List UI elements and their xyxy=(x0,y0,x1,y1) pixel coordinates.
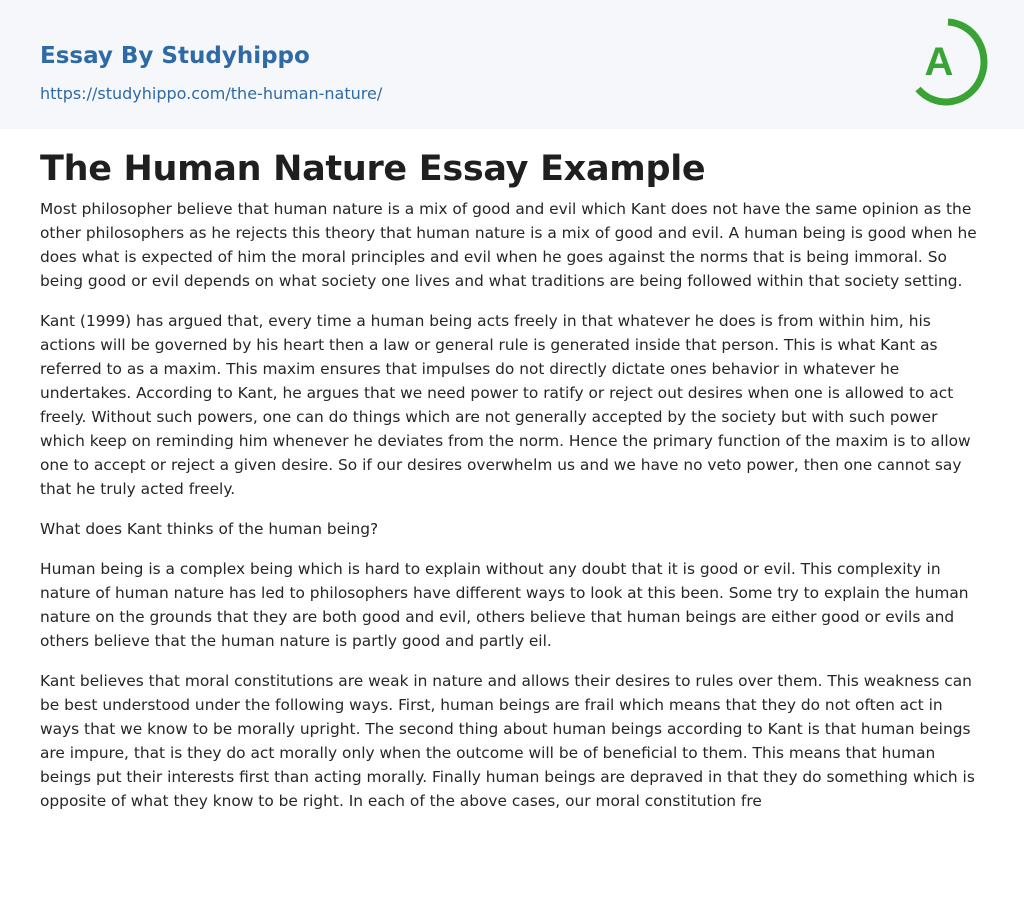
logo-letter: A xyxy=(924,40,954,84)
paragraph-2: Kant (1999) has argued that, every time a human being acts freely in that whatever he does is from within him, his actions will be governed by his heart then a law or general rule is generated inside that person. This is what Kant as referred to as a maxim. This maxim ensures that impulses do not directly dictate ones behavior in whatever he undertakes. According to Kant, he argues that we need power to ratify or reject out desires when one is allowed to act freely. Without such powers, one can do things which are not generally accepted by the society but with such power which keep on reminding him whenever he deviates from the norm. Hence the primary function of the maxim is to allow one to accept or reject a given desire. So if our desires overwhelm us and we have no veto power, then one cannot say that he truly acted freely. xyxy=(40,312,971,498)
source-url-link[interactable]: https://studyhippo.com/the-human-nature/ xyxy=(40,84,383,103)
site-header xyxy=(0,0,1024,129)
paragraph-question: What does Kant thinks of the human being? xyxy=(40,520,379,538)
paragraph-1: Most philosopher believe that human nature is a mix of good and evil which Kant does not have the same opinion as the other philosophers as he rejects this theory that human nature is a mix of good and evil. A human being is good when he does what is expected of him the moral principles and evil when he goes against the norms that is being immoral. So being good or evil depends on what society one lives and what traditions are being followed within that society setting. xyxy=(40,200,977,290)
page-title: The Human Nature Essay Example xyxy=(40,149,706,189)
paragraph-4: Human being is a complex being which is hard to explain without any doubt that it is good or evil. This complexity in nature of human nature has led to philosophers have different ways to look at this been. Some try to explain the human nature on the grounds that they are both good and evil, others believe that human beings are either good or evils and others believe that the human nature is partly good and partly eil. xyxy=(40,560,969,650)
studyhippo-logo-icon[interactable] xyxy=(904,18,988,106)
article xyxy=(40,129,984,813)
paragraph-5: Kant believes that moral constitutions are weak in nature and allows their desires to rules over them. This weakness can be best understood under the following ways. First, human beings are frail which means that they do not often act in ways that we know to be morally upright. The second thing about human beings according to Kant is that human beings are impure, that is they do act morally only when the outcome will be of beneficial to them. This means that human beings put their interests first than acting morally. Finally human beings are depraved in that they do something which is opposite of what they know to be right. In each of the above cases, our moral constitution fre xyxy=(40,672,975,810)
brand-title[interactable]: Essay By Studyhippo xyxy=(40,43,310,69)
